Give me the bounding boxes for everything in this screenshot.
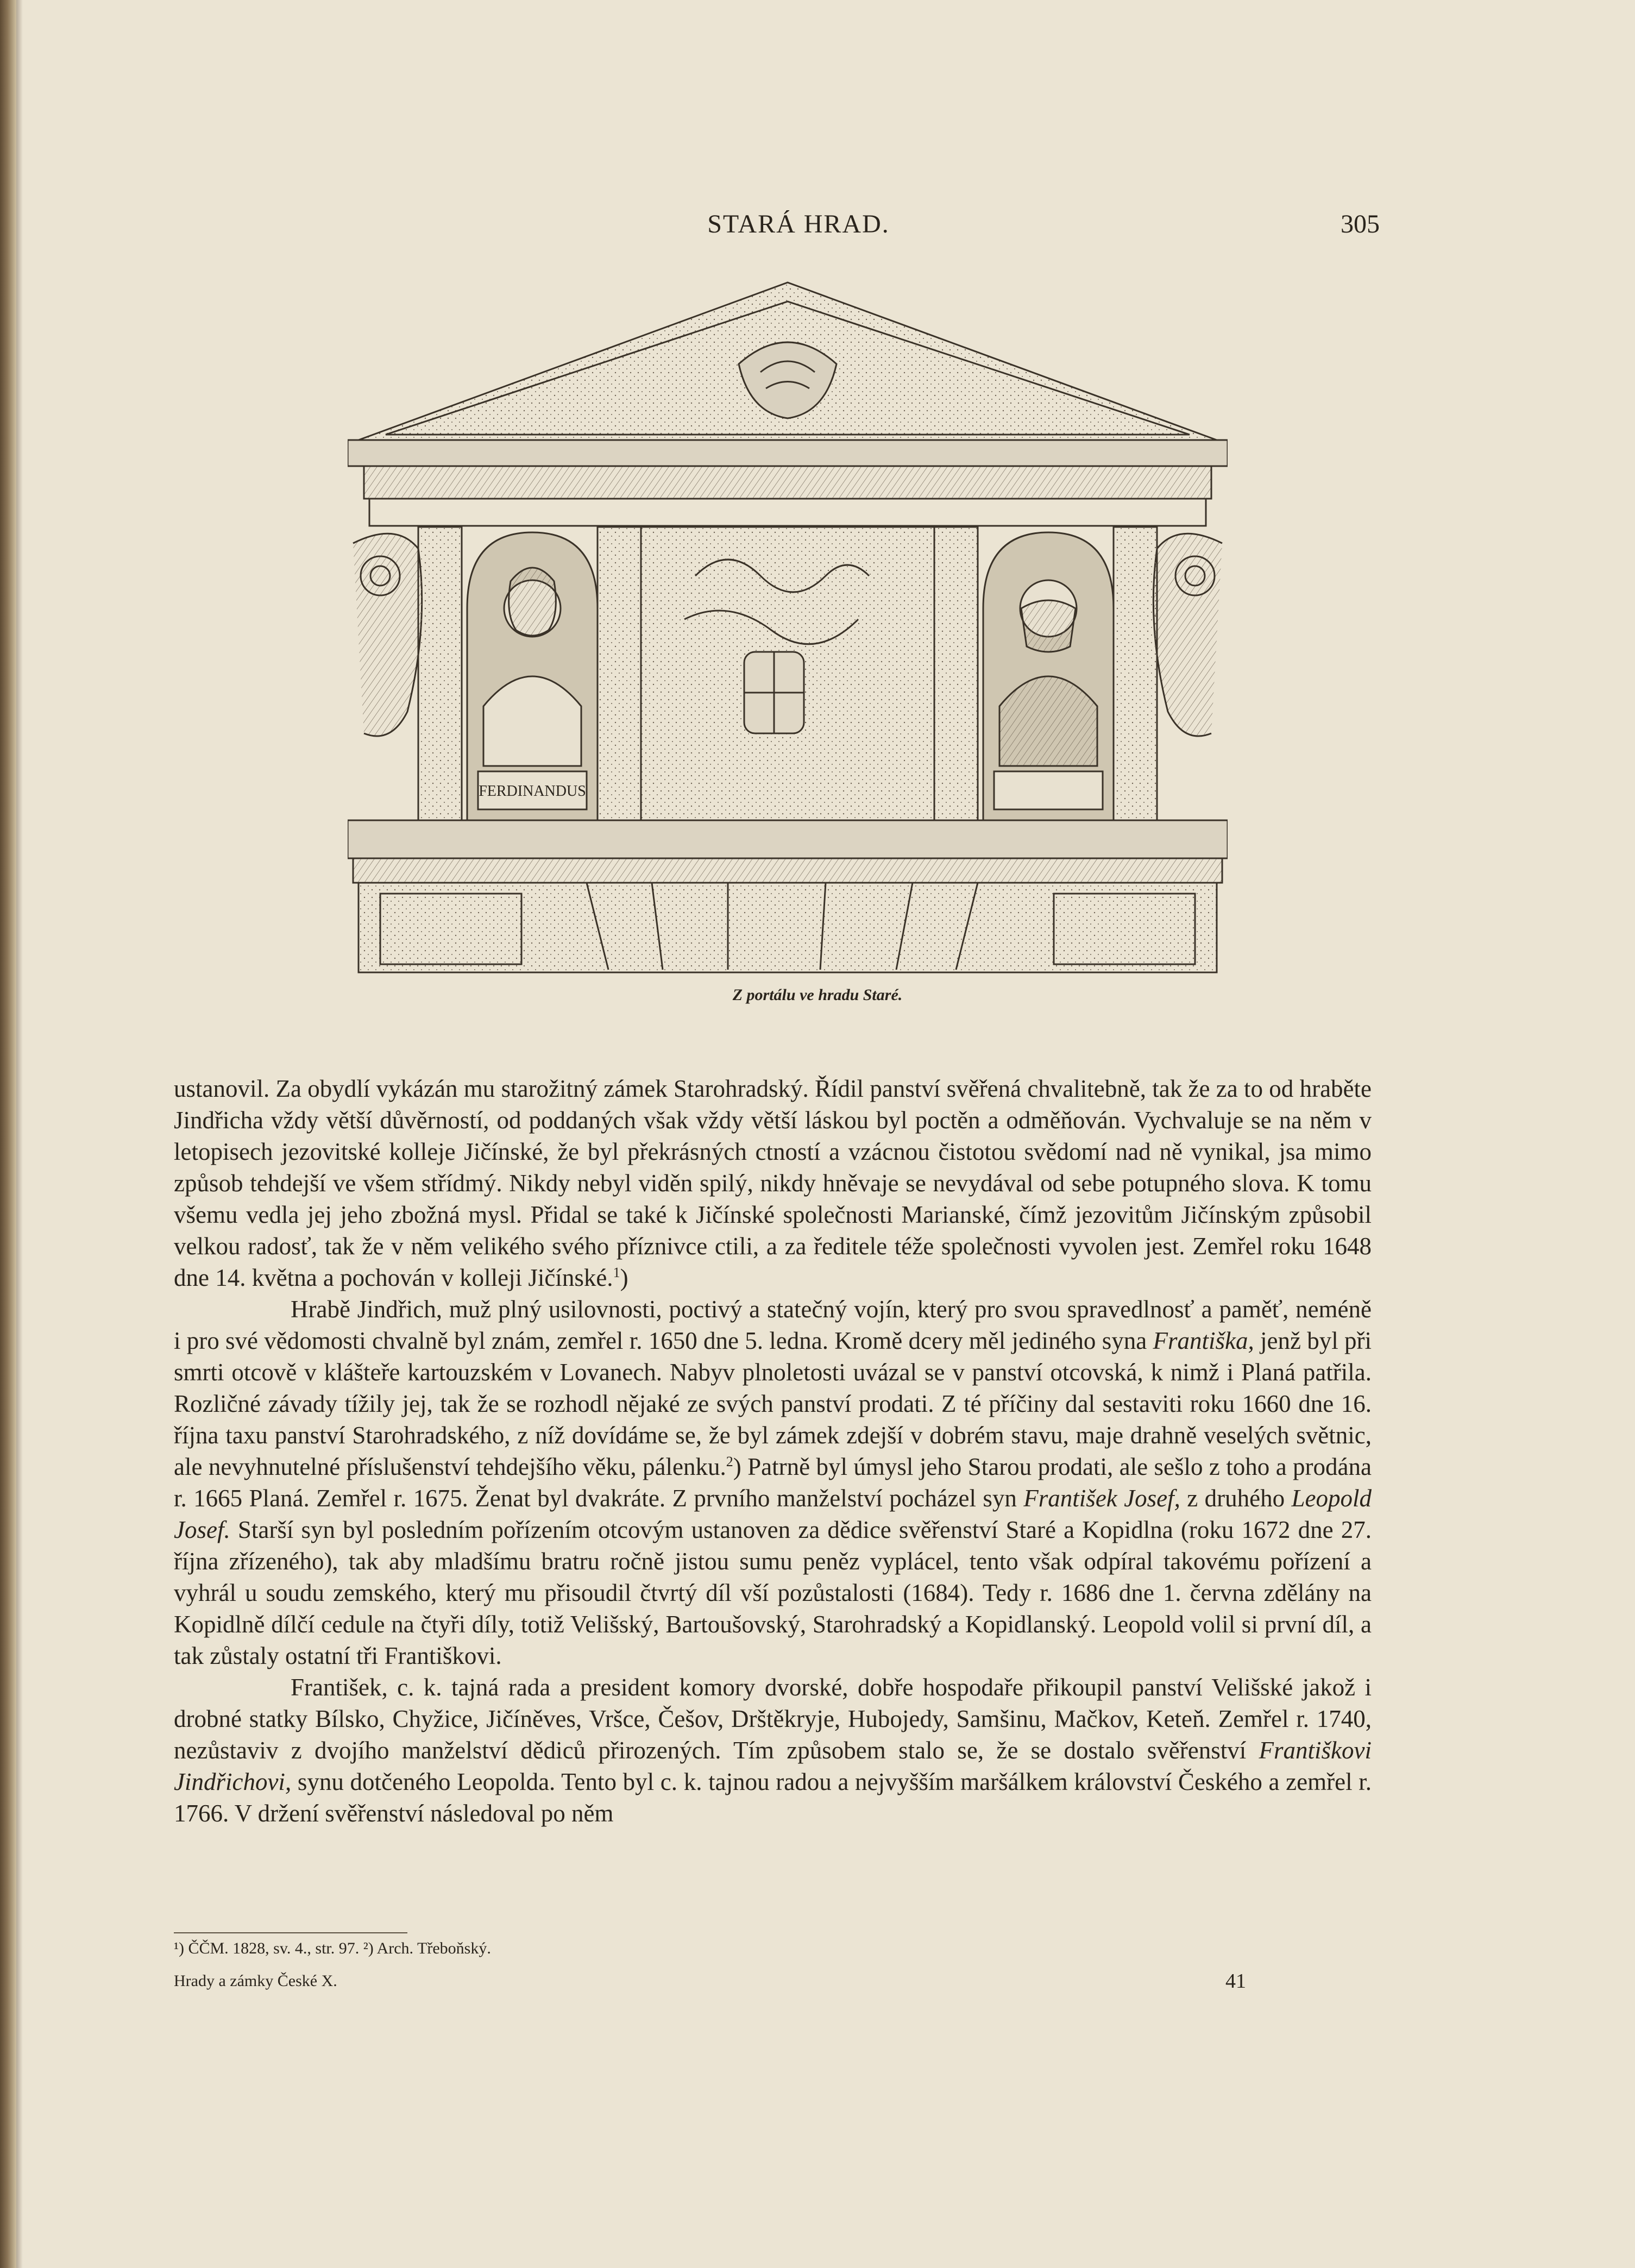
printer-signature: 41 <box>1225 1970 1246 1993</box>
series-title: Hrady a zámky České X. <box>174 1972 337 1990</box>
entablature <box>348 820 1228 858</box>
paragraph-3: František, c. k. tajná rada a president komory dvorské, dobře hospodaře přikoupil panství Velišské jakož i drobné statky Bílsko, Chyžice, Jičíněves, Vršce, Češov, Drštěkryje, Hubojedy, Samšinu, Mačkov, Keteň. Zemřel r. 1740, nezůstaviv z dvojího manželství dědiců přirozených. Tím způsobem stalo se, že se dostalo svěřenství Františkovi Jindřichovi, synu dotčeného Leopolda. Tento byl c. k. tajnou radou a nejvyšším maršálkem království Českého a zemřel r. 1766. V držení svěřenství následoval po něm <box>174 1674 1372 1827</box>
footnote-rule <box>174 1932 407 1933</box>
figure-caption: Z portálu ve hradu Staré. <box>732 986 903 1004</box>
portal-engraving <box>348 272 1228 978</box>
footnotes: ¹) ČČM. 1828, sv. 4., str. 97. ²) Arch. Třeboňský. <box>174 1939 491 1957</box>
paragraph-1: ustanovil. Za obydlí vykázán mu starožitný zámek Starohradský. Řídil panství svěřená chvalitebně, tak že za to od hraběte Jindřicha vždy větší důvěrností, od poddaných však vždy větší láskou byl poctěn a odměňován. Vychvaluje se na něm v letopisech jezovitské kolleje Jičínské, že byl překrásných ctností a vzácnou čistotou svědomí nad ně vynikal, jsa mimo způsob tehdejší ve všem střídmý. Nikdy nebyl viděn spilý, nikdy hněvaje se nevydával od sebe potupného slova. K tomu všemu vedla jej jeho zbožná mysl. Přidal se také k Jičínské společnosti Marianské, čímž jezovitům Jičínským způsobil velkou radosť, tak že v něm velikého svého příznivce ctili, a za ředitele téže společnosti vyvolen jest. Zemřel roku 1648 dne 14. května a pochován v kolleji Jičínské.$^1$) <box>174 1075 1372 1291</box>
bust-inscription-left: FERDINANDUS <box>479 783 586 800</box>
pilaster <box>418 527 462 820</box>
page-gutter-shadow <box>16 0 23 2268</box>
footnote-marker: 2 <box>726 1454 733 1469</box>
footnote-marker: 1 <box>613 1265 620 1280</box>
book-binding-shadow <box>0 0 16 2268</box>
lower-frieze <box>359 883 1217 972</box>
page-number: 305 <box>1341 210 1380 238</box>
main-text <box>174 1073 1372 1829</box>
cornice <box>348 440 1228 466</box>
paragraph-2: Hrabě Jindřich, muž plný usilovnosti, poctivý a statečný vojín, který pro svou spravedlnosť a paměť, neméně i pro své vědomosti chvalně byl znám, zemřel r. 1650 dne 5. ledna. Kromě dcery měl jediného syna Františka, jenž byl při smrti otcově v klášteře kartouzském v Lovanech. Nabyv plnoletosti uvázal se v panství otcovská, k nimž i Planá patřila. Rozličné závady tížily jej, tak že se rozhodl nějaké ze svých panství prodati. Z té příčiny dal sestaviti roku 1660 dne 16. října taxu panství Starohradského, z níž dovídáme se, že byl zámek zdejší v dobrém stavu, maje drahně veselých světnic, ale nevyhnutelné příslušenství tehdejšího věku, pálenku.$^2$) Patrně byl úmysl jeho Starou prodati, ale sešlo z toho a prodána r. 1665 Planá. Zemřel r. 1675. Ženat byl dvakráte. Z prvního manželství pocházel syn František Josef, z druhého Leopold Josef. Starší syn byl posledním pořízením otcovým ustanoven za dědice svěřenství Staré a Kopidlna (roku 1672 dne 27. října zřízeného), tak aby mladšímu bratru ročně jistou sumu peněz vyplácel, tento však odpíral takovému pořízení a vyhrál u soudu zemského, který mu přisoudil čtvrtý díl vší pozůstalosti (1684). Tedy r. 1686 dne 1. června zdělány na Kopidlně dílčí cedule na čtyři díly, totiž Velišský, Bartoušovský, Starohradský a Kopidlanský. Leopold volil si první díl, a tak zůstaly ostatní tři Františkovi. <box>174 1296 1372 1669</box>
running-title: STARÁ HRAD. <box>707 210 890 238</box>
